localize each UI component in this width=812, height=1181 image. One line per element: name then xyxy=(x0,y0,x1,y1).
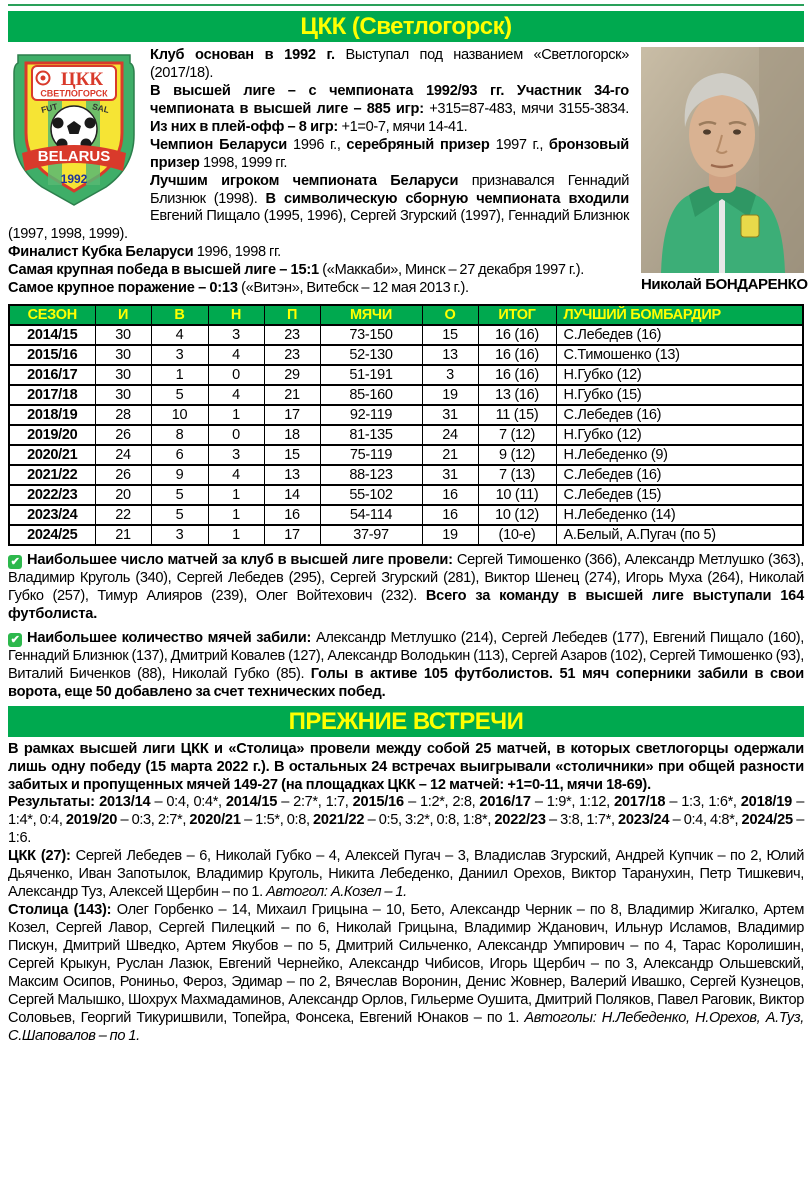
table-header-cell: П xyxy=(264,305,320,325)
text-segment: Из них в плей-офф – 8 игр: xyxy=(150,118,342,135)
svg-text:СВЕТЛОГОРСК: СВЕТЛОГОРСК xyxy=(40,88,108,99)
text-segment: Автогол: А.Козел – 1. xyxy=(266,884,407,901)
table-cell: 21 xyxy=(422,445,478,465)
text-segment: +315=87-483, мячи 3155-3834. xyxy=(429,100,629,117)
text-segment: Голы в активе 105 футболистов. 51 мяч соперники забили в свои ворота, еще 50 добавлено за счет технических побед. xyxy=(8,665,804,700)
table-cell: 81-135 xyxy=(320,425,422,445)
table-cell: 20 xyxy=(95,485,151,505)
table-row xyxy=(9,485,803,505)
table-cell: 1 xyxy=(208,405,264,425)
text-segment: Александр Метлушко (214), Сергей Лебедев (177), Евгений Пищало (160), Геннадий Близнюк (137), Дмитрий Ковалев (127), Александр Володькин (113), Сергей Азаров (102), Сергей Тимошенко (93), Виталий Биченков (88), Николай Губко (85). xyxy=(8,629,805,682)
table-cell: 4 xyxy=(208,465,264,485)
table-cell: 1 xyxy=(208,485,264,505)
table-cell: 2015/16 xyxy=(9,345,95,365)
table-cell: 7 (13) xyxy=(478,465,556,485)
table-cell: 17 xyxy=(264,405,320,425)
table-cell: С.Лебедев (15) xyxy=(556,485,803,505)
table-header-row xyxy=(9,305,803,325)
text-segment: Лучшим игроком чемпионата Беларуси xyxy=(150,172,472,189)
text-segment: Финалист Кубка Беларуси xyxy=(8,244,197,261)
table-header-cell: МЯЧИ xyxy=(320,305,422,325)
table-cell: 16 xyxy=(264,505,320,525)
svg-text:SAL: SAL xyxy=(91,101,111,115)
table-cell: 85-160 xyxy=(320,385,422,405)
coach-photo xyxy=(641,47,804,273)
table-cell: 1 xyxy=(208,505,264,525)
table-cell: 16 (16) xyxy=(478,325,556,345)
table-cell: 26 xyxy=(95,465,151,485)
text-segment: 2013/14 xyxy=(99,794,151,811)
most-matches-text xyxy=(8,552,804,622)
svg-text:1992: 1992 xyxy=(60,172,88,186)
text-segment: Всего за команду в высшей лиге выступали 164 футболиста. xyxy=(8,588,804,622)
table-cell: 13 xyxy=(422,345,478,365)
text-segment: 1996, 1998 гг. xyxy=(196,244,281,261)
svg-text:ЦКК: ЦКК xyxy=(60,69,104,90)
table-header-cell: ЛУЧШИЙ БОМБАРДИР xyxy=(556,305,803,325)
text-segment: («Маккаби», Минск – 27 декабря 1997 г.). xyxy=(322,262,584,279)
text-segment: Сергей Лебедев – 6, Николай Губко – 4, Алексей Пугач – 3, Владислав Згурский, Андрей Купчик – по 2, Юлий Дьяченко, Иван Запотылок, Владимир Круголь, Никита Лебеденко, Даниил Орехов, Виктор Таранухин, Петр Тишкевич, Александр Туз, Алексей Щербин – по 1. xyxy=(8,848,804,901)
text-segment: 2014/15 xyxy=(225,794,278,811)
table-cell: 2022/23 xyxy=(9,485,95,505)
table-header-cell: ИТОГ xyxy=(478,305,556,325)
table-cell: 21 xyxy=(95,525,151,545)
table-cell: 15 xyxy=(422,325,478,345)
table-cell: 6 xyxy=(151,445,208,465)
table-row xyxy=(9,465,803,485)
table-cell: 3 xyxy=(151,345,208,365)
table-header-cell: СЕЗОН xyxy=(9,305,95,325)
table-cell: 24 xyxy=(95,445,151,465)
table-header-cell: О xyxy=(422,305,478,325)
table-cell: 26 xyxy=(95,425,151,445)
text-segment: – 1:2*, 2:8, xyxy=(403,794,480,811)
text-segment: В высшей лиге – с чемпионата 1992/93 гг. Участник 34-го чемпионата в высшей лиге – 885 игр: xyxy=(150,82,629,117)
table-cell: Н.Лебеденко (9) xyxy=(556,445,803,465)
table-cell: 3 xyxy=(151,525,208,545)
table-header-cell: И xyxy=(95,305,151,325)
text-segment: Олег Горбенко – 14, Михаил Грицына – 10, Бето, Александр Черник – по 8, Владимир Жигалко, Артем Козел, Сергей Лавор, Сергей Пилецкий – по 6, Николай Грицына, Владимир Жданович, Ильнур Исламов, Владимир Пискун, Дмитрий Шведко, Артем Якубов – по 5, Дмитрий Сильченко, Александр Умпирович – по 4, Тарас Королишин, Сергей Крыкун, Руслан Лазюк, Евгений Чернейко, Александр Чибисов, Игорь Щербич – по 3, Александр Ольшевский, Максим Осипов, Рониньо, Фероз, Эдимар – по 2, Вячеслав Воронин, Денис Жовнер, Валерий Ивашко, Сергей Кузнецов, Сергей Малышко, Шохрух Махмадаминов, Александр Орлов, Гильерме Оушита, Дмитрий Поляков, Павел Раговик, Виктор Соловьев, Георгий Тикуришвили, Топейра, Фонсека, Евгений Юнаков – по 1. xyxy=(8,902,805,1026)
table-row xyxy=(9,505,803,525)
table-cell: 14 xyxy=(264,485,320,505)
text-segment: – 1:9*, 1:12, xyxy=(530,794,614,811)
text-segment: серебряный призер xyxy=(346,136,496,153)
table-cell: (10-е) xyxy=(478,525,556,545)
previous-meetings-title: ПРЕЖНИЕ ВСТРЕЧИ xyxy=(288,707,524,735)
text-segment: 2019/20 xyxy=(65,812,118,829)
table-cell: С.Тимошенко (13) xyxy=(556,345,803,365)
table-row xyxy=(9,525,803,545)
table-cell: 37-97 xyxy=(320,525,422,545)
ckk-scorers xyxy=(8,848,804,902)
text-segment: 2017/18 xyxy=(613,794,666,811)
table-cell: 16 (16) xyxy=(478,365,556,385)
text-segment: ЦКК (27): xyxy=(8,848,76,865)
text-segment: Выступал под названием «Светлогорск» (2017/18). xyxy=(150,47,629,81)
table-cell: 18 xyxy=(264,425,320,445)
text-segment: Наибольшее количество мячей забили: xyxy=(27,629,316,646)
text-segment: – 0:4, 0:4*, xyxy=(150,794,226,811)
table-cell: 1 xyxy=(151,365,208,385)
table-cell: 2020/21 xyxy=(9,445,95,465)
table-cell: 0 xyxy=(208,425,264,445)
table-cell: 19 xyxy=(422,385,478,405)
table-header-cell: В xyxy=(151,305,208,325)
text-segment: 1996 г., xyxy=(293,136,347,153)
text-segment: Евгений Пищало (1995, 1996), Сергей Згурский (1997), Геннадий Близнюк (1997, 1998, 1999). xyxy=(8,208,629,243)
table-row xyxy=(9,365,803,385)
table-cell: 10 xyxy=(151,405,208,425)
table-cell: 2016/17 xyxy=(9,365,95,385)
table-cell: А.Белый, А.Пугач (по 5) xyxy=(556,525,803,545)
meetings-results xyxy=(8,794,804,848)
table-cell: 9 xyxy=(151,465,208,485)
table-cell: 23 xyxy=(264,325,320,345)
table-cell: Н.Губко (12) xyxy=(556,425,803,445)
table-cell: 51-191 xyxy=(320,365,422,385)
photo-caption: Николай БОНДАРЕНКО xyxy=(641,276,808,293)
text-segment: Столица (143): xyxy=(8,902,117,919)
table-cell: 7 (12) xyxy=(478,425,556,445)
text-segment: Автоголы: Н.Лебеденко, Н.Орехов, А.Туз, С.Шаповалов – по 1. xyxy=(8,1009,804,1044)
table-cell: 3 xyxy=(208,325,264,345)
table-cell: 13 xyxy=(264,465,320,485)
table-cell: 15 xyxy=(264,445,320,465)
intro-section xyxy=(8,47,808,298)
text-segment: В рамках высшей лиги ЦКК и «Столица» провели между собой 25 матчей, в которых светлогорцы одержали лишь одну победу (15 марта 2022 г.). В остальных 24 встречах выигрывали «столичники» при общей разности забитых и пропущенных мячей 149-27 (на площадках ЦКК – 12 матчей: +1=0-11, мячи 18-69). xyxy=(8,740,804,793)
table-cell: 24 xyxy=(422,425,478,445)
table-cell: 8 xyxy=(151,425,208,445)
text-segment: Самая крупная победа в высшей лиге – 15:1 xyxy=(8,262,323,279)
table-cell: 4 xyxy=(151,325,208,345)
text-segment: 1997 г., xyxy=(495,136,549,153)
table-cell: 13 (16) xyxy=(478,385,556,405)
most-goals-text xyxy=(8,630,804,700)
text-segment: 2018/19 xyxy=(740,794,793,811)
table-cell: 2019/20 xyxy=(9,425,95,445)
table-cell: 10 (12) xyxy=(478,505,556,525)
checkmark-icon: ✔ xyxy=(8,555,22,569)
table-row xyxy=(9,325,803,345)
text-segment: В символическую сборную чемпионата входили xyxy=(265,190,629,207)
club-crest-icon xyxy=(10,49,138,209)
table-cell: 92-119 xyxy=(320,405,422,425)
table-cell: 55-102 xyxy=(320,485,422,505)
text-segment: +1=0-7, мячи 14-41. xyxy=(341,118,468,135)
text-segment: 2023/24 xyxy=(617,812,670,829)
table-cell: 30 xyxy=(95,365,151,385)
text-segment: Чемпион Беларуси xyxy=(150,136,294,153)
table-cell: 30 xyxy=(95,325,151,345)
text-segment: – 1:6. xyxy=(8,812,804,847)
table-cell: 75-119 xyxy=(320,445,422,465)
page-title-banner xyxy=(8,11,804,42)
table-cell: 17 xyxy=(264,525,320,545)
table-cell: 3 xyxy=(208,445,264,465)
table-row xyxy=(9,445,803,465)
table-cell: 2024/25 xyxy=(9,525,95,545)
previous-meetings-banner xyxy=(8,706,804,737)
table-cell: 54-114 xyxy=(320,505,422,525)
table-cell: 30 xyxy=(95,345,151,365)
table-cell: 52-130 xyxy=(320,345,422,365)
text-segment: Результаты: xyxy=(8,794,100,811)
table-row xyxy=(9,345,803,365)
table-cell: 31 xyxy=(422,465,478,485)
svg-text:BELARUS: BELARUS xyxy=(37,148,111,165)
table-cell: 28 xyxy=(95,405,151,425)
table-cell: С.Лебедев (16) xyxy=(556,325,803,345)
table-cell: 5 xyxy=(151,505,208,525)
table-row xyxy=(9,405,803,425)
table-cell: 4 xyxy=(208,345,264,365)
svg-text:FUT: FUT xyxy=(40,101,59,115)
table-cell: С.Лебедев (16) xyxy=(556,405,803,425)
table-cell: 2018/19 xyxy=(9,405,95,425)
meetings-summary xyxy=(8,741,804,795)
table-cell: 1 xyxy=(208,525,264,545)
table-cell: 10 (11) xyxy=(478,485,556,505)
table-cell: 30 xyxy=(95,385,151,405)
text-segment: Сергей Тимошенко (366), Александр Метлушко (363), Владимир Круголь (340), Сергей Лебедев (295), Сергей Згурский (281), Виктор Шенец (274), Игорь Муха (264), Николай Губко (257), Тимур Алияров (239), Олег Войтехович (232). xyxy=(8,552,804,604)
text-segment: – 0:3, 2:7*, xyxy=(117,812,190,829)
text-segment: 2015/16 xyxy=(352,794,404,811)
table-cell: 2017/18 xyxy=(9,385,95,405)
table-cell: 23 xyxy=(264,345,320,365)
text-segment: Клуб основан в 1992 г. xyxy=(150,47,346,63)
text-segment: – 1:4*, 0:4, xyxy=(8,794,804,829)
text-segment: признавался Геннадий Близнюк (1998). xyxy=(150,172,629,207)
table-cell: 0 xyxy=(208,365,264,385)
table-row xyxy=(9,385,803,405)
text-segment: – 2:7*, 1:7, xyxy=(277,794,353,811)
table-cell: 19 xyxy=(422,525,478,545)
table-cell: 31 xyxy=(422,405,478,425)
table-cell: 9 (12) xyxy=(478,445,556,465)
table-cell: 2021/22 xyxy=(9,465,95,485)
text-segment: 2022/23 xyxy=(494,812,546,829)
table-cell: 4 xyxy=(208,385,264,405)
text-segment: – 0:4, 4:8*, xyxy=(669,812,742,829)
checkmark-icon: ✔ xyxy=(8,633,22,647)
table-cell: 3 xyxy=(422,365,478,385)
text-segment: 2020/21 xyxy=(189,812,241,829)
text-segment: – 1:3, 1:6*, xyxy=(665,794,741,811)
coach-photo-figure xyxy=(641,47,808,293)
page-title: ЦКК (Светлогорск) xyxy=(300,13,512,40)
table-header-cell: Н xyxy=(208,305,264,325)
text-segment: Самое крупное поражение – 0:13 xyxy=(8,280,242,297)
text-segment: Наибольшее число матчей за клуб в высшей лиге провели: xyxy=(27,552,457,569)
text-segment: 2021/22 xyxy=(312,812,365,829)
most-goals-paragraph xyxy=(8,630,804,702)
text-segment: 1998, 1999 гг. xyxy=(202,154,288,171)
table-cell: С.Лебедев (16) xyxy=(556,465,803,485)
table-cell: 5 xyxy=(151,385,208,405)
top-divider xyxy=(8,4,804,6)
text-segment: 2016/17 xyxy=(479,794,531,811)
club-logo xyxy=(10,49,138,209)
table-cell: Н.Лебеденко (14) xyxy=(556,505,803,525)
table-row xyxy=(9,425,803,445)
most-matches-paragraph xyxy=(8,552,804,624)
table-cell: 5 xyxy=(151,485,208,505)
text-segment: – 0:5, 3:2*, 0:8, 1:8*, xyxy=(364,812,495,829)
text-segment: 2024/25 xyxy=(741,812,793,829)
table-cell: 11 (15) xyxy=(478,405,556,425)
text-segment: бронзовый призер xyxy=(150,136,629,171)
table-cell: 22 xyxy=(95,505,151,525)
text-segment: («Витэн», Витебск – 12 мая 2013 г.). xyxy=(241,280,469,297)
table-cell: 16 xyxy=(422,505,478,525)
table-cell: 16 (16) xyxy=(478,345,556,365)
stolitsa-scorers xyxy=(8,902,804,1046)
season-results-table xyxy=(8,304,804,546)
table-cell: 88-123 xyxy=(320,465,422,485)
table-cell: Н.Губко (12) xyxy=(556,365,803,385)
table-cell: 29 xyxy=(264,365,320,385)
table-cell: 21 xyxy=(264,385,320,405)
table-cell: Н.Губко (15) xyxy=(556,385,803,405)
table-cell: 2023/24 xyxy=(9,505,95,525)
table-cell: 73-150 xyxy=(320,325,422,345)
table-cell: 16 xyxy=(422,485,478,505)
text-segment: – 3:8, 1:7*, xyxy=(545,812,618,829)
table-cell: 2014/15 xyxy=(9,325,95,345)
text-segment: – 1:5*, 0:8, xyxy=(240,812,313,829)
